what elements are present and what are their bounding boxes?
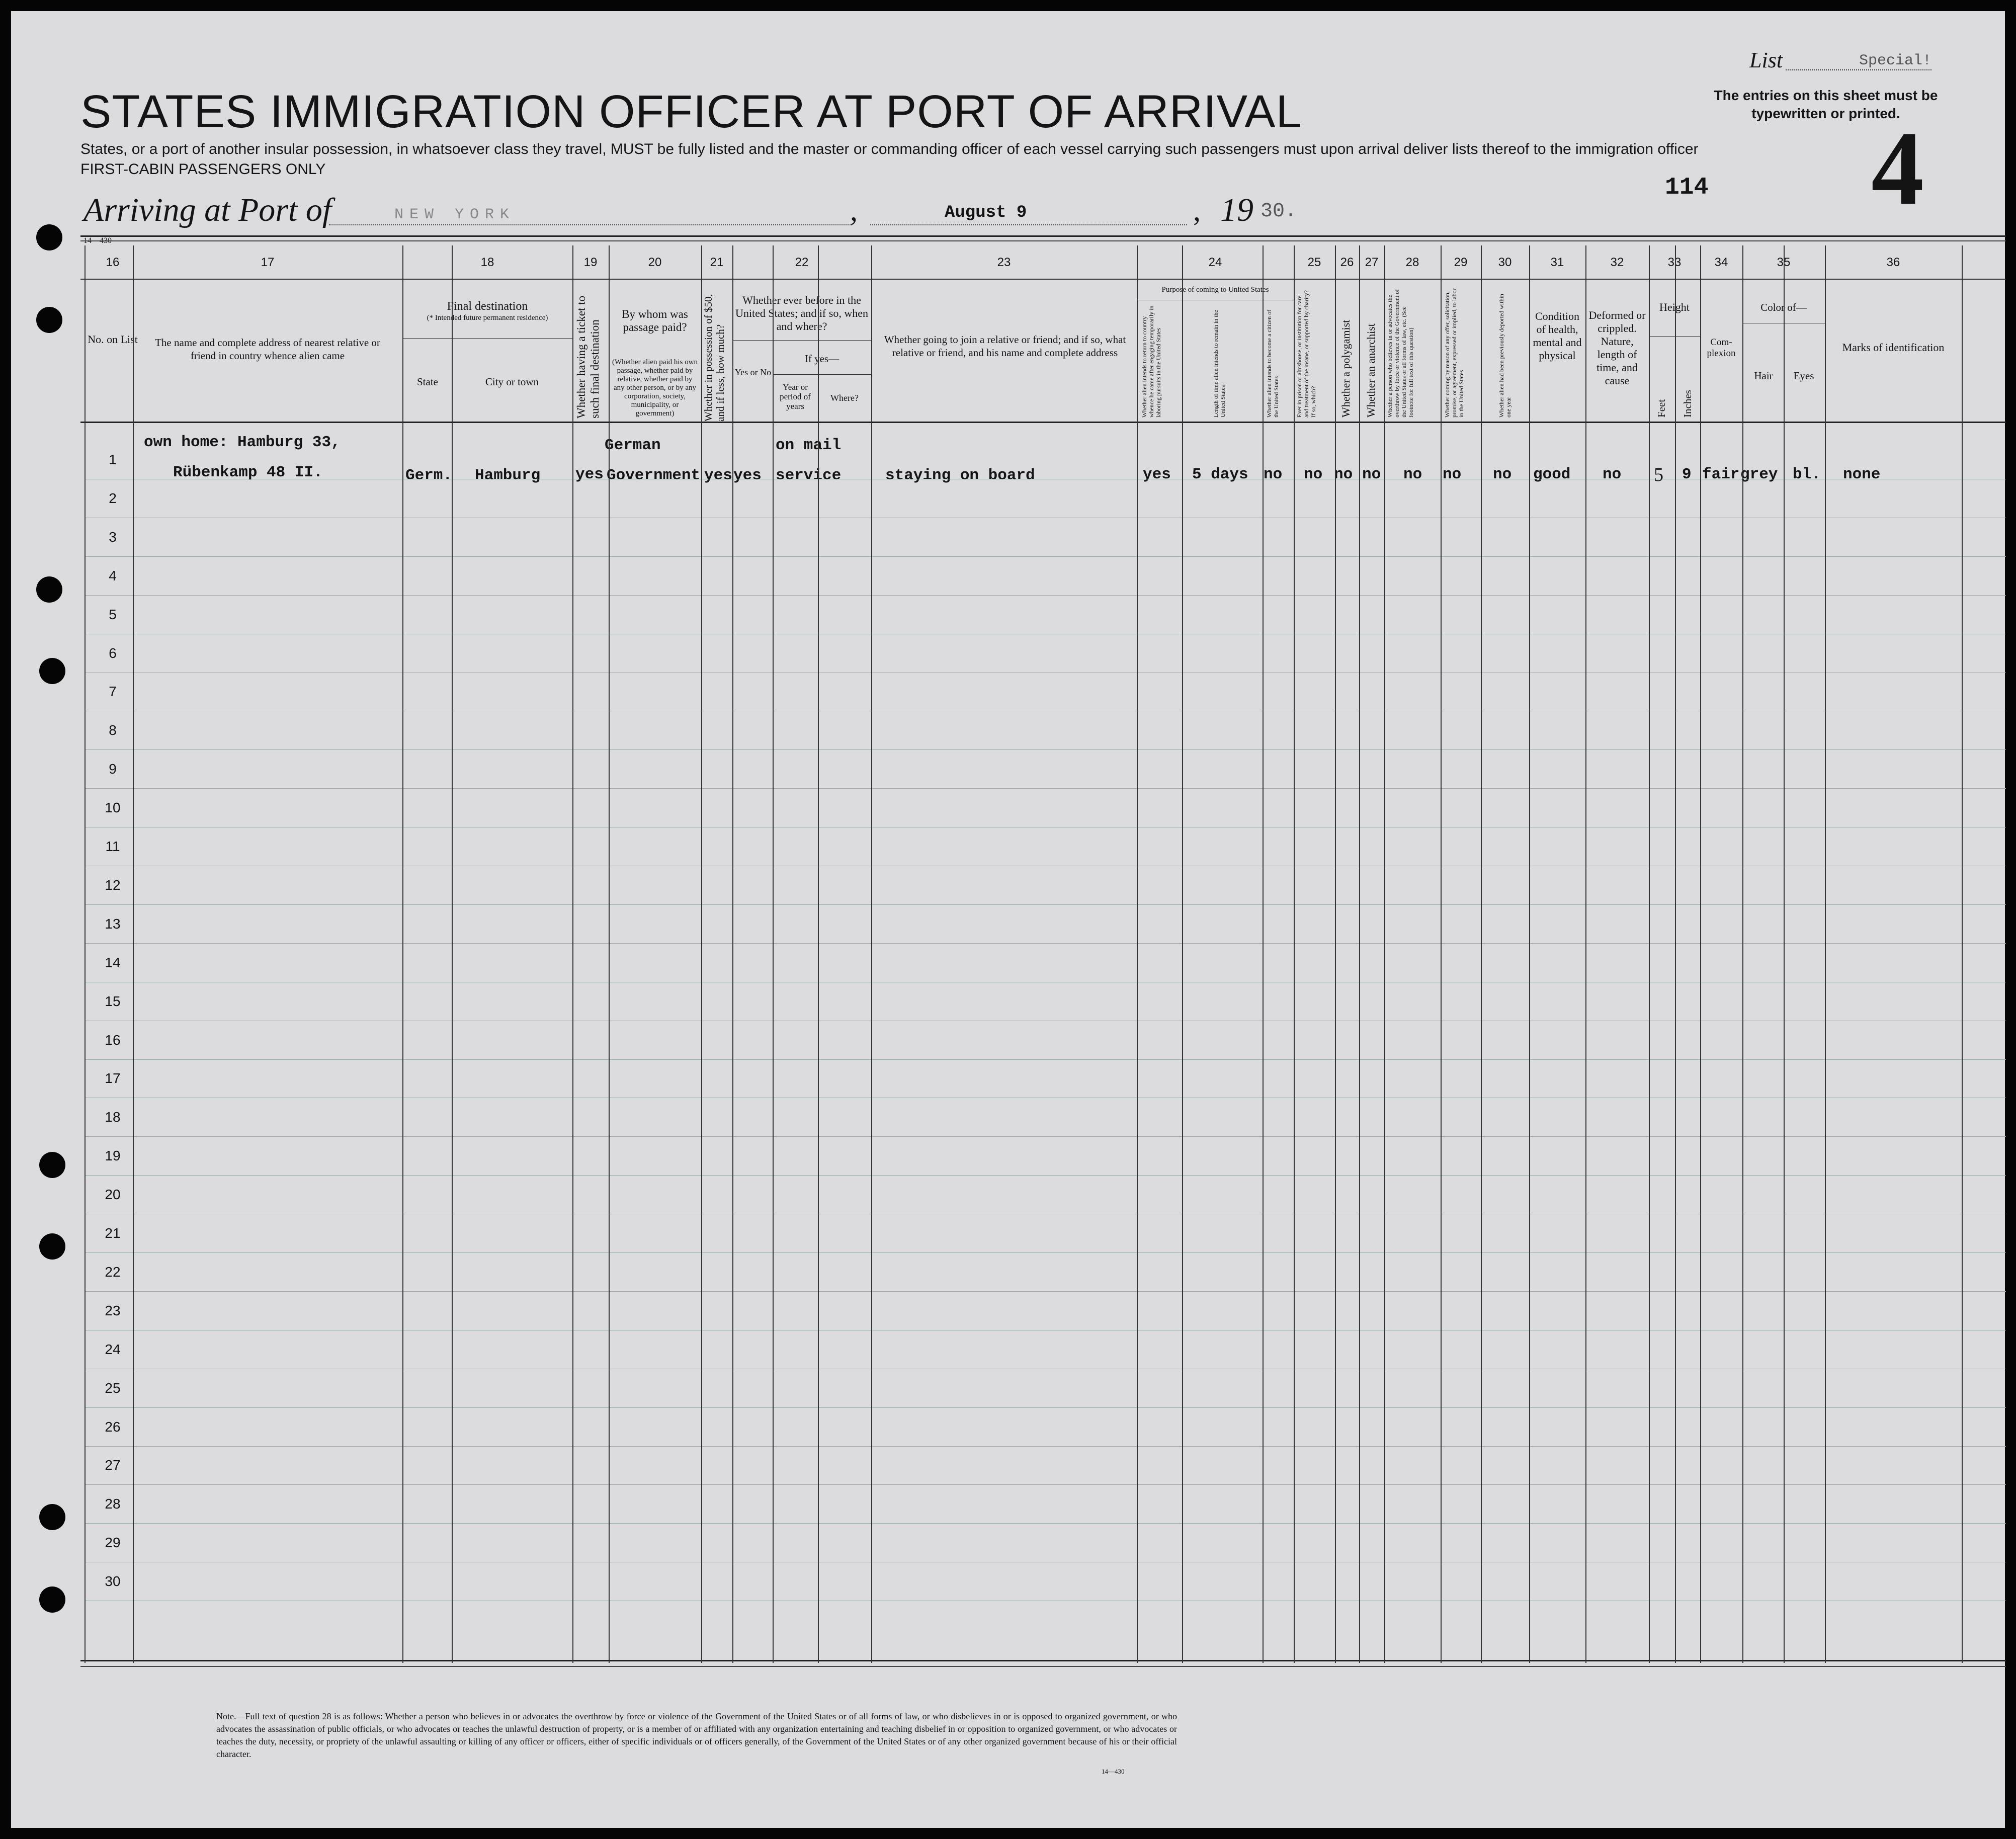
column-rule xyxy=(1962,245,1963,1663)
entry-return-country: yes xyxy=(1143,466,1171,483)
column-header-city: City or town xyxy=(485,376,539,388)
form-title: STATES IMMIGRATION OFFICER AT PORT OF ARRIVAL xyxy=(80,86,1302,137)
column-rule xyxy=(1294,245,1295,1663)
column-header-previous-visit: Whether ever before in the United States; and if so, when and where? xyxy=(735,294,868,332)
column-rule xyxy=(402,245,403,1663)
column-rule xyxy=(732,245,733,1663)
row-rule xyxy=(85,1407,2006,1408)
column-rule xyxy=(452,245,453,1663)
entry-relative-address-line2: Rübenkamp 48 II. xyxy=(173,464,323,481)
entry-complexion: fair xyxy=(1702,466,1740,483)
entry-prison: no xyxy=(1304,466,1323,483)
scan-border-bottom xyxy=(0,1828,2016,1839)
row-number: 27 xyxy=(105,1457,121,1473)
row-rule xyxy=(85,1446,2006,1447)
column-header-inches: Inches xyxy=(1682,390,1694,417)
row-rule xyxy=(85,1175,2006,1176)
column-number: 32 xyxy=(1610,256,1624,269)
scan-border-top xyxy=(0,0,2016,11)
column-number: 23 xyxy=(997,256,1011,269)
entry-fifty-dollars: yes xyxy=(704,467,732,484)
binder-hole xyxy=(39,658,65,684)
sheet-number: 114 xyxy=(1665,174,1709,201)
column-number: 22 xyxy=(795,256,809,269)
row-rule xyxy=(85,1484,2006,1485)
binder-hole xyxy=(36,224,62,250)
page-number: 4 xyxy=(1871,110,1924,227)
row-rule xyxy=(85,1523,2006,1524)
column-rule xyxy=(773,245,774,1663)
comma: , xyxy=(1193,194,1201,227)
column-header-state: State xyxy=(417,376,438,388)
column-rule xyxy=(871,245,872,1663)
form-code-bottom: 14—430 xyxy=(1102,1768,1125,1775)
subheader-rule xyxy=(402,338,572,339)
table-top-rule xyxy=(80,235,2006,237)
row-number: 5 xyxy=(109,607,117,622)
column-rule xyxy=(572,245,573,1663)
column-rule xyxy=(1441,245,1442,1663)
row-number: 17 xyxy=(105,1070,121,1086)
column-rule xyxy=(609,245,610,1663)
scan-border-left xyxy=(0,0,11,1839)
column-number: 20 xyxy=(648,256,662,269)
column-number: 36 xyxy=(1886,256,1900,269)
column-number: 31 xyxy=(1550,256,1564,269)
row-rule xyxy=(85,556,2006,557)
entry-before-in-us: yes xyxy=(733,467,762,484)
row-number: 21 xyxy=(105,1225,121,1241)
column-header-identification: Marks of identification xyxy=(1842,341,1945,354)
row-rule xyxy=(85,1136,2006,1137)
binder-hole xyxy=(39,1233,65,1260)
column-header-hair: Hair xyxy=(1754,370,1773,382)
row-number: 20 xyxy=(105,1187,121,1202)
column-header-height: Height xyxy=(1659,301,1690,313)
footnote-question-28: Note.—Full text of question 28 is as follows: Whether a person who believes in or advocates the overthrow by force or violence of the Government of the United States or of all forms of law, or who disbelieves in or is opposed to organized government, or who advocates the assassination of public officials, or who advocates or teaches the unlawful destruction of property, or is a member of or affiliated with any organization entertaining and teaching disbelief in or opposition to organized government, or who advocates or teaches the duty, necessity, or propriety of the unlawful assaulting or killing of any officer or officers, either of specific individuals or of officers generally, of the Government of the United States or of any other organized government because of his or their official character. xyxy=(216,1711,1177,1759)
column-number: 27 xyxy=(1365,256,1379,269)
entry-relative-address-line1: own home: Hamburg 33, xyxy=(144,434,341,451)
column-header-if-yes: If yes— xyxy=(804,353,839,365)
column-rule xyxy=(1384,245,1385,1663)
column-rule xyxy=(818,245,819,1663)
column-header-overthrow: Whether a person who believes in or advocates the overthrow by force or violence of the Government of the United States or all forms of law, etc. (See footnote for full text of this question) xyxy=(1386,289,1414,417)
row-number: 11 xyxy=(105,839,120,854)
column-rule xyxy=(1784,245,1785,1663)
entry-where-line1: on mail xyxy=(776,437,842,454)
binder-hole xyxy=(36,576,62,603)
binder-hole xyxy=(36,307,62,333)
column-rule xyxy=(1585,245,1586,1663)
row-rule xyxy=(85,595,2006,596)
form-subtitle: States, or a port of another insular possession, in whatsoever class they travel, MUST be fully listed and the master or commanding officer of each vessel carrying such passengers must upon arrival deliver lists thereof to the immigration officer xyxy=(80,141,1699,157)
entry-health: good xyxy=(1533,466,1571,483)
entry-passage-paid-line1: German xyxy=(605,437,661,454)
column-header-final-destination: Final destination xyxy=(447,300,528,313)
column-header-where: Where? xyxy=(830,393,859,403)
column-number: 17 xyxy=(261,256,275,269)
entry-passage-paid-line2: Government xyxy=(607,467,701,484)
entry-overthrow: no xyxy=(1403,466,1422,483)
column-header-citizen: Whether alien intends to become a citizen of the United States xyxy=(1266,309,1280,417)
entry-marks: none xyxy=(1843,466,1881,483)
binder-hole xyxy=(39,1504,65,1530)
entry-hair: grey xyxy=(1740,466,1778,483)
binder-hole xyxy=(39,1152,65,1178)
column-header-deformed: Deformed or crippled. Nature, length of time, and cause xyxy=(1588,309,1646,387)
row-number: 23 xyxy=(105,1303,121,1318)
arrival-date: August 9 xyxy=(945,203,1027,222)
column-header-color: Color of— xyxy=(1760,301,1807,313)
row-number: 6 xyxy=(109,645,117,661)
column-number-rule xyxy=(80,279,2006,280)
row-number: 16 xyxy=(105,1032,121,1048)
form-code: 14—430 xyxy=(83,236,112,245)
column-header-fifty-dollars: Whether in possession of $50, and if less, how much? xyxy=(702,294,726,422)
row-number: 25 xyxy=(105,1380,121,1396)
column-number: 21 xyxy=(710,256,724,269)
row-number: 10 xyxy=(105,800,121,815)
row-number: 15 xyxy=(105,993,121,1009)
column-number: 30 xyxy=(1498,256,1512,269)
entry-ticket: yes xyxy=(575,466,604,483)
entry-state: Germ. xyxy=(405,467,453,484)
column-number: 25 xyxy=(1307,256,1321,269)
column-header-health: Condition of health, mental and physical xyxy=(1533,310,1582,362)
column-header-deported: Whether alien had been previously deported within one year xyxy=(1498,294,1512,417)
row-number: 22 xyxy=(105,1264,121,1280)
form-class-note: FIRST-CABIN PASSENGERS ONLY xyxy=(80,161,326,178)
arrival-year-suffix: 30. xyxy=(1261,200,1297,223)
column-header-complexion: Com- plexion xyxy=(1707,337,1736,359)
row-rule xyxy=(85,1059,2006,1060)
column-rule xyxy=(85,245,86,1663)
table-top-rule xyxy=(80,240,2006,241)
arrival-port: NEW YORK xyxy=(394,206,516,223)
column-number: 18 xyxy=(480,256,494,269)
column-header-polygamist: Whether a polygamist xyxy=(1339,319,1352,417)
column-rule xyxy=(1700,245,1701,1663)
row-number: 24 xyxy=(105,1342,121,1357)
column-header-length-stay: Length of time alien intends to remain in the United States xyxy=(1212,310,1226,417)
column-number: 35 xyxy=(1777,256,1791,269)
column-header-labor-offer: Whether coming by reason of any offer, solicitation, promise, or agreement, expressed or implied, to labor in the United States xyxy=(1444,288,1465,417)
row-number: 26 xyxy=(105,1419,121,1435)
entry-where-line2: service xyxy=(776,467,842,484)
column-number: 16 xyxy=(106,256,120,269)
column-header-relative-address: The name and complete address of nearest relative or friend in country whence alien came xyxy=(155,337,380,362)
row-rule xyxy=(85,904,2006,905)
date-field-line xyxy=(870,224,1187,225)
entry-feet: 5 xyxy=(1654,464,1663,485)
column-rule xyxy=(1263,245,1264,1663)
row-number: 30 xyxy=(105,1573,121,1589)
entries-note: The entries on this sheet must be typewritten or printed. xyxy=(1714,88,1938,121)
column-rule xyxy=(1182,245,1183,1663)
subheader-rule xyxy=(1649,336,1700,337)
column-rule xyxy=(1675,245,1676,1663)
subheader-rule xyxy=(732,340,871,341)
column-rule xyxy=(1742,245,1743,1663)
row-number: 29 xyxy=(105,1535,121,1550)
entry-inches: 9 xyxy=(1682,466,1692,483)
column-rule xyxy=(1529,245,1530,1663)
row-number: 2 xyxy=(109,490,117,506)
column-number: 29 xyxy=(1454,256,1468,269)
list-value: Special! xyxy=(1786,52,1931,70)
entry-eyes: bl. xyxy=(1793,466,1821,483)
entry-labor-offer: no xyxy=(1443,466,1462,483)
comma: , xyxy=(850,194,858,227)
row-rule xyxy=(85,1291,2006,1292)
entry-polygamist: no xyxy=(1334,466,1353,483)
row-number: 18 xyxy=(105,1109,121,1125)
column-rule xyxy=(1137,245,1138,1663)
column-number: 28 xyxy=(1405,256,1419,269)
column-number: 19 xyxy=(583,256,598,269)
row-rule xyxy=(85,749,2006,750)
arrival-year-prefix: 19 xyxy=(1220,192,1253,228)
list-label: List xyxy=(1749,48,1783,72)
row-number: 1 xyxy=(109,452,117,467)
column-number: 24 xyxy=(1208,256,1222,269)
port-field-line xyxy=(329,224,852,225)
column-rule xyxy=(1825,245,1826,1663)
column-rule xyxy=(133,245,134,1663)
entry-joining: staying on board xyxy=(885,467,1035,484)
column-header-feet: Feet xyxy=(1655,399,1667,417)
column-header-prison: Ever in prison or almshouse, or institution for care and treatment of the insane, or supported by charity? If so, which? xyxy=(1296,290,1317,417)
column-rule xyxy=(1359,245,1360,1663)
row-rule xyxy=(85,943,2006,944)
column-header-ticket: Whether having a ticket to such final destination xyxy=(575,296,601,419)
column-rule xyxy=(1649,245,1650,1663)
row-number: 12 xyxy=(105,877,121,893)
subheader-rule xyxy=(773,374,871,375)
column-rule xyxy=(1335,245,1336,1663)
row-number: 4 xyxy=(109,568,117,583)
column-header-yes-no: Yes or No xyxy=(734,367,772,377)
column-header-list-number: No. on List xyxy=(88,333,138,346)
column-number: 33 xyxy=(1667,256,1682,269)
entry-deformed: no xyxy=(1603,466,1622,483)
entry-citizen: no xyxy=(1264,466,1283,483)
row-rule xyxy=(85,788,2006,789)
row-rule xyxy=(85,1252,2006,1253)
entry-anarchist: no xyxy=(1362,466,1381,483)
table-bottom-rule xyxy=(80,1666,2006,1667)
entry-city: Hamburg xyxy=(475,467,541,484)
row-number: 13 xyxy=(105,916,121,932)
row-number: 3 xyxy=(109,529,117,545)
row-number: 19 xyxy=(105,1148,121,1163)
column-header-return-country: Whether alien intends to return to country whence he came after engaging temporarily in laboring pursuits in the United States xyxy=(1141,305,1162,417)
row-number: 8 xyxy=(109,722,117,738)
column-rule xyxy=(1481,245,1482,1663)
column-header-anarchist: Whether an anarchist xyxy=(1365,323,1377,417)
scan-border-right xyxy=(2005,0,2016,1839)
arrival-label: Arriving at Port of xyxy=(83,192,332,228)
column-rule xyxy=(701,245,702,1663)
entry-deported: no xyxy=(1493,466,1512,483)
column-number: 34 xyxy=(1714,256,1728,269)
column-number: 26 xyxy=(1340,256,1354,269)
column-header-passage-note: (Whether alien paid his own passage, whether paid by relative, whether paid by any other person, or by any corporation, society, municipality, or government) xyxy=(612,358,698,417)
entry-length-stay: 5 days xyxy=(1192,466,1248,483)
binder-hole xyxy=(39,1586,65,1613)
row-number: 28 xyxy=(105,1496,121,1512)
column-header-joining: Whether going to join a relative or friend; and if so, what relative or friend, and his name and complete address xyxy=(884,333,1126,359)
row-number: 14 xyxy=(105,955,121,970)
column-header-passage-paid: By whom was passage paid? xyxy=(622,308,688,333)
table-bottom-rule xyxy=(80,1660,2006,1661)
column-header-eyes: Eyes xyxy=(1793,370,1814,382)
row-number: 9 xyxy=(109,761,117,777)
column-header-year: Year or period of years xyxy=(780,382,811,411)
column-header-residence-note: (* Intended future permanent residence) xyxy=(427,314,548,322)
column-header-purpose: Purpose of coming to United States xyxy=(1161,286,1269,294)
header-bottom-rule xyxy=(80,422,2006,423)
row-number: 7 xyxy=(109,684,117,699)
